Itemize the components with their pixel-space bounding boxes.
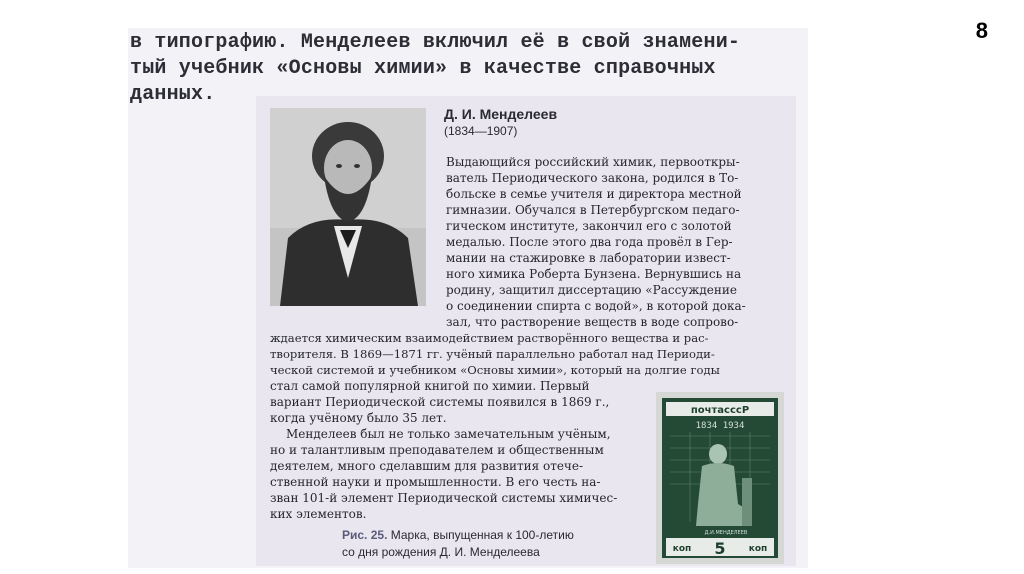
- intro-line: данных.: [130, 83, 216, 106]
- bio-name: Д. И. Менделеев: [444, 106, 558, 122]
- bio-line: родину, защитил диссертацию «Рассуждение: [446, 283, 737, 297]
- bio-line: творителя. В 1869—1871 гг. учёный параллельно работал над Периоди-: [270, 347, 715, 361]
- bio-line: ного химика Роберта Бунзена. Вернувшись на: [446, 267, 742, 281]
- slide-number: 8: [975, 18, 988, 43]
- bio-line: медалью. После этого два года провёл в Гер-: [446, 235, 733, 249]
- bio-line: ждается химическим взаимодействием растворённого вещества и рас-: [270, 331, 709, 345]
- stamp-name: Д.И.МЕНДЕЛЕЕВ: [704, 530, 748, 536]
- bio-line: о соединении спирта с водой», в которой дока-: [446, 299, 746, 313]
- bio-line: гимназии. Обучался в Петербургском педаго-: [446, 203, 740, 217]
- bio-line: ких элементов.: [270, 507, 367, 521]
- caption-line2: со дня рождения Д. И. Менделеева: [342, 545, 540, 559]
- mendeleev-portrait: [270, 108, 426, 306]
- bio-line: стал самой популярной книгой по химии. Первый: [270, 379, 590, 393]
- bio-line: но и талантливым преподавателем и общественным: [270, 443, 604, 457]
- caption-line1: Марка, выпущенная к 100-летию: [390, 528, 574, 542]
- bio-line: зал, что растворение веществ в воде сопрово-: [446, 315, 739, 329]
- bio-line: мании на стажировке в лаборатории извест-: [446, 251, 731, 265]
- bio-line: Менделеев был не только замечательным учёным,: [286, 427, 611, 441]
- figure-caption: [342, 528, 574, 542]
- intro-line: в типографию. Менделеев включил её в свой знамени-: [130, 31, 741, 54]
- bio-line: зван 101-й элемент Периодической системы химичес-: [270, 491, 618, 505]
- bio-line: деятелем, много сделавшим для развития отече-: [270, 459, 584, 473]
- bio-line: ственной науки и промышленности. В его честь на-: [270, 475, 601, 489]
- bio-line: ватель Периодического закона, родился в То-: [446, 171, 739, 185]
- stamp-top-text: почтасссР: [690, 405, 750, 416]
- stamp-right-unit: коп: [748, 544, 768, 554]
- bio-line: больске в семье учителя и директора местной: [446, 187, 742, 201]
- stamp-value: 5: [714, 539, 726, 558]
- postage-stamp: [656, 392, 784, 564]
- bio-line: ческой системой и учебником «Основы химии», который на долгие годы: [270, 363, 720, 377]
- stamp-left-unit: коп: [672, 544, 692, 554]
- intro-line: тый учебник «Основы химии» в качестве справочных: [130, 57, 716, 80]
- bio-years: (1834—1907): [444, 124, 518, 138]
- stamp-years: 1834 1934: [695, 421, 745, 431]
- caption-label: Рис. 25.: [342, 528, 388, 542]
- bio-line: когда учёному было 35 лет.: [270, 411, 447, 425]
- bio-line: Выдающийся российский химик, первооткры-: [446, 155, 740, 169]
- bio-line: гическом институте, закончил его с золотой: [446, 219, 732, 233]
- bio-line: вариант Периодической системы появился в 1869 г.,: [270, 395, 610, 409]
